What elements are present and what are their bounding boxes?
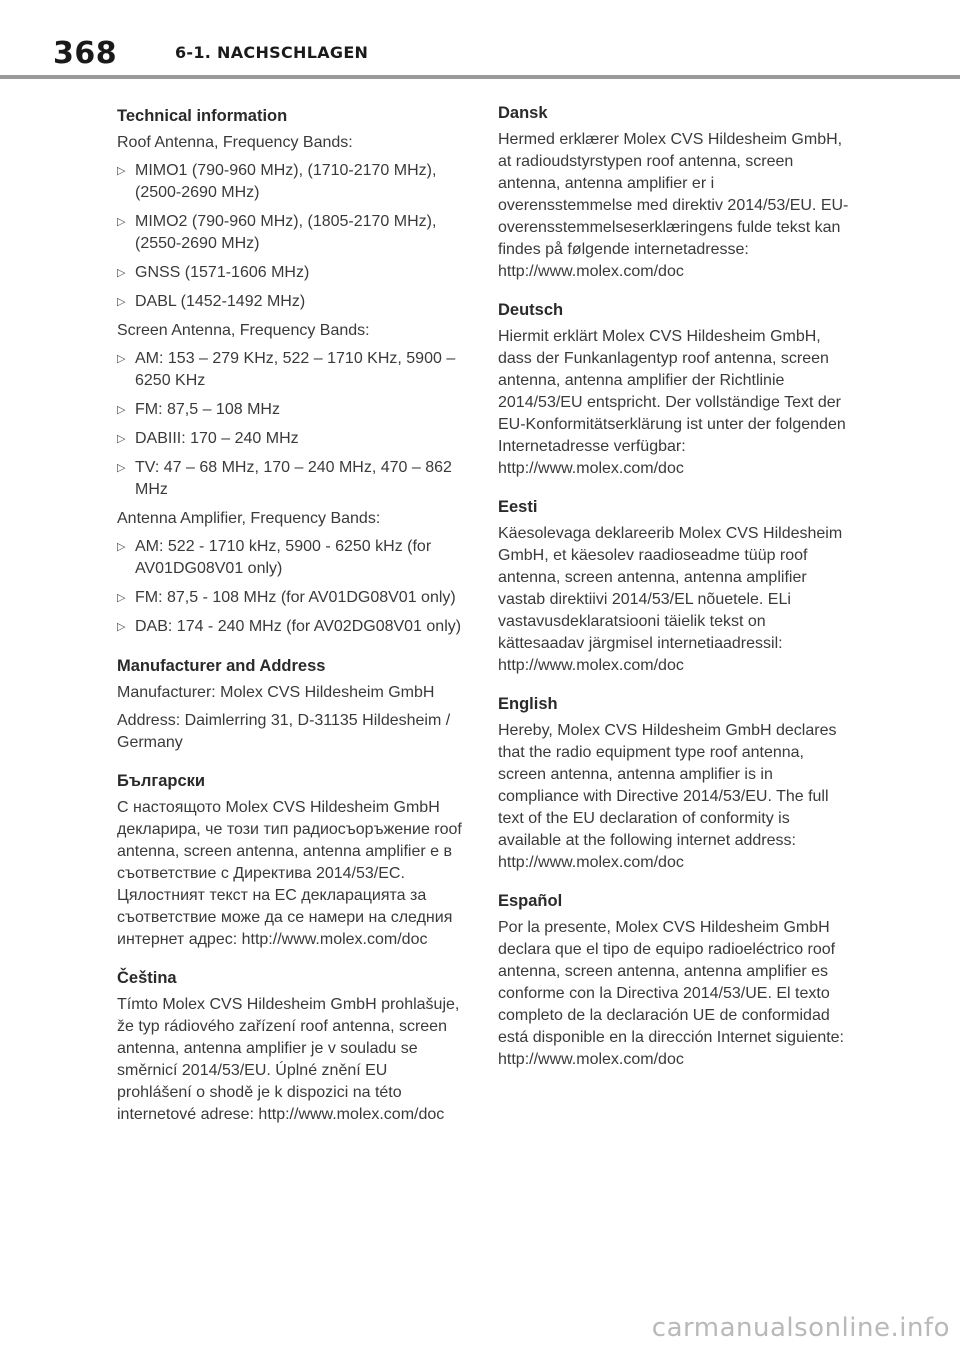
list-item (117, 428, 462, 450)
triangle-bullet-icon: ▷ (117, 621, 126, 633)
manufacturer-address: Address: Daimlerring 31, D-31135 Hildesheim / Germany (117, 712, 451, 751)
roof-band-text: MIMO2 (790-960 MHz), (1805-2170 MHz), (2550-2690 MHz) (135, 213, 437, 252)
screen-band-text: AM: 153 – 279 KHz, 522 – 1710 KHz, 5900 – 6250 KHz (135, 350, 456, 389)
list-item (117, 348, 462, 392)
amplifier-intro: Antenna Amplifier, Frequency Bands: (117, 510, 381, 527)
amplifier-band-text: DAB: 174 - 240 MHz (for AV02DG08V01 only) (135, 618, 462, 635)
triangle-bullet-icon: ▷ (117, 165, 126, 177)
left-column (117, 100, 462, 1132)
screen-band-text: DABIII: 170 – 240 MHz (135, 430, 299, 447)
triangle-bullet-icon: ▷ (117, 433, 126, 445)
roof-band-text: DABL (1452-1492 MHz) (135, 293, 306, 310)
list-item (117, 211, 462, 255)
list-item (117, 616, 462, 638)
technical-heading: Technical information (117, 107, 288, 125)
czech-heading: Čeština (117, 969, 177, 987)
estonian-text: Käesolevaga deklareerib Molex CVS Hildesheim GmbH, et käesolev raadioseadme tüüp roof antenna, screen antenna, antenna amplifier vastab direktiivi 2014/53/EL nõuetele. ELi vastavusdeklaratsiooni täielik tekst on kättesaadav järgmisel internetiaadressil: http://www.molex.com/doc (498, 525, 843, 674)
screen-band-text: FM: 87,5 – 108 MHz (135, 401, 280, 418)
triangle-bullet-icon: ▷ (117, 267, 126, 279)
english-text: Hereby, Molex CVS Hildesheim GmbH declares that the radio equipment type roof antenna, screen antenna, antenna amplifier is in compliance with Directive 2014/53/EU. The full text of the EU declaration of conformity is available at the following internet address: http://www.molex.com/doc (498, 722, 837, 871)
manufacturer-name: Manufacturer: Molex CVS Hildesheim GmbH (117, 684, 435, 701)
list-item (117, 457, 462, 501)
roof-antenna-intro: Roof Antenna, Frequency Bands: (117, 134, 353, 151)
spanish-heading: Español (498, 892, 563, 910)
list-item (117, 587, 462, 609)
triangle-bullet-icon: ▷ (117, 216, 126, 228)
list-item (117, 291, 462, 313)
triangle-bullet-icon: ▷ (117, 296, 126, 308)
triangle-bullet-icon: ▷ (117, 404, 126, 416)
english-heading: English (498, 695, 558, 713)
screen-band-list (117, 348, 462, 501)
list-item (117, 536, 462, 580)
roof-band-text: MIMO1 (790-960 MHz), (1710-2170 MHz), (2500-2690 MHz) (135, 162, 437, 201)
amplifier-band-list (117, 536, 462, 638)
triangle-bullet-icon: ▷ (117, 541, 126, 553)
czech-text: Tímto Molex CVS Hildesheim GmbH prohlašuje, že typ rádiového zařízení roof antenna, screen antenna, antenna amplifier je v souladu se směrnicí 2014/53/EU. Úplné znění EU prohlášení o shodě je k dispozici na této internetové adrese: http://www.molex.com/doc (117, 996, 460, 1123)
german-text: Hiermit erklärt Molex CVS Hildesheim GmbH, dass der Funkanlagentyp roof antenna, screen antenna, antenna amplifier der Richtlinie 2014/53/EU entspricht. Der vollständige Text der EU-Konformitätserklärung ist unter der folgenden Internetadresse verfügbar: http://www.molex.com/doc (498, 328, 846, 477)
header-rule (0, 75, 960, 79)
screen-band-text: TV: 47 – 68 MHz, 170 – 240 MHz, 470 – 862 MHz (135, 459, 452, 498)
triangle-bullet-icon: ▷ (117, 592, 126, 604)
manufacturer-heading: Manufacturer and Address (117, 657, 326, 675)
roof-band-text: GNSS (1571-1606 MHz) (135, 264, 310, 281)
danish-text: Hermed erklærer Molex CVS Hildesheim GmbH, at radioudstyrstypen roof antenna, screen antenna, antenna amplifier er i overensstemmelse med direktiv 2014/53/EU. EU-overensstemmelseserklæringens fulde tekst kan findes på følgende internetadresse: http://www.molex.com/doc (498, 131, 849, 280)
triangle-bullet-icon: ▷ (117, 462, 126, 474)
triangle-bullet-icon: ▷ (117, 353, 126, 365)
list-item (117, 160, 462, 204)
german-heading: Deutsch (498, 301, 564, 319)
chapter-title: 6-1. NACHSCHLAGEN (175, 43, 369, 62)
list-item (117, 262, 462, 284)
watermark: carmanualsonline.info (651, 1313, 950, 1343)
bulgarian-text: С настоящото Molex CVS Hildesheim GmbH декларира, че този тип радиосъоръжение roof antenna, screen antenna, antenna amplifier е в съответствие с Директива 2014/53/ЕС. Цялостният текст на ЕС декларацията за съответствие може да се намери на следния интернет адрес: http://www.molex.com/doc (117, 799, 462, 948)
screen-antenna-intro: Screen Antenna, Frequency Bands: (117, 322, 370, 339)
danish-heading: Dansk (498, 104, 548, 122)
amplifier-band-text: FM: 87,5 - 108 MHz (for AV01DG08V01 only) (135, 589, 456, 606)
roof-band-list (117, 160, 462, 313)
right-column (498, 100, 850, 1077)
spanish-text: Por la presente, Molex CVS Hildesheim GmbH declara que el tipo de equipo radioeléctrico roof antenna, screen antenna, antenna amplifier es conforme con la Directiva 2014/53/UE. El texto completo de la declaración UE de conformidad está disponible en la dirección Internet siguiente: http://www.molex.com/doc (498, 919, 844, 1068)
list-item (117, 399, 462, 421)
page-header (0, 0, 960, 80)
bulgarian-heading: Български (117, 772, 206, 790)
page-number: 368 (53, 36, 118, 71)
estonian-heading: Eesti (498, 498, 538, 516)
amplifier-band-text: AM: 522 - 1710 kHz, 5900 - 6250 kHz (for AV01DG08V01 only) (135, 538, 432, 577)
